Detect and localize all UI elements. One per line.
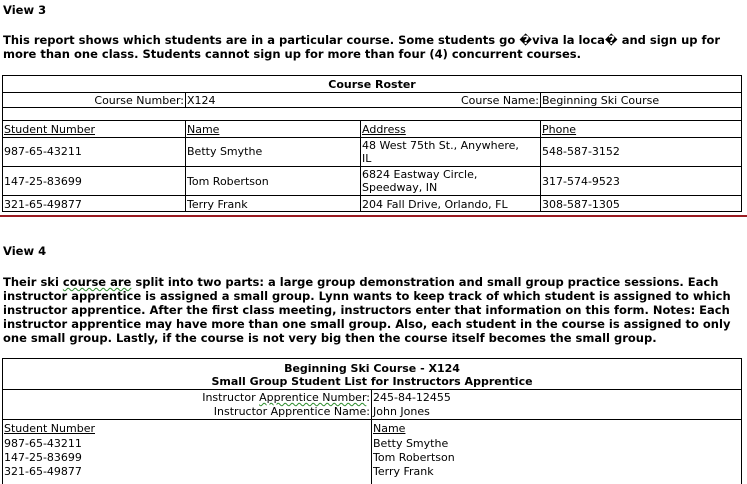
roster-divider	[540, 92, 541, 107]
roster-divider	[540, 120, 541, 212]
group-cell-student-number: 321-65-49877	[4, 465, 82, 478]
grammar-flagged-text: Apprentice Number	[259, 391, 367, 404]
group-list-divider	[2, 419, 742, 420]
roster-cell-phone: 548-587-3152	[542, 145, 620, 158]
roster-cell-address-line1: 6824 Eastway Circle,	[362, 168, 478, 181]
apprentice-name-label: Instructor Apprentice Name:	[213, 405, 370, 418]
roster-divider	[2, 92, 742, 93]
roster-cell-name: Betty Smythe	[187, 145, 263, 158]
apprentice-number-value: 245-84-12455	[373, 391, 451, 404]
view4-paragraph-line1	[3, 275, 718, 289]
roster-header-student-number: Student Number	[4, 123, 95, 136]
group-header-student-number: Student Number	[4, 422, 95, 435]
roster-cell-address-line2: Speedway, IN	[362, 181, 438, 194]
paragraph-text: Their ski	[3, 275, 63, 289]
course-number-value: X124	[187, 94, 216, 107]
view4-heading: View 4	[3, 244, 47, 258]
group-cell-name: Tom Robertson	[373, 451, 455, 464]
group-list-title: Beginning Ski Course - X124	[284, 362, 460, 375]
roster-cell-address-line1: 204 Fall Drive, Orlando, FL	[362, 198, 508, 211]
grammar-flagged-text: course are	[62, 275, 132, 289]
roster-header-name: Name	[187, 123, 220, 136]
group-header-name: Name	[373, 422, 406, 435]
view4-paragraph-line3: instructor apprentice. After the first class meeting, instructors enter that information on this form. Notes: Each	[3, 303, 730, 317]
view4-paragraph-line2: instructor apprentice is assigned a small group. Lynn wants to keep track of which student is assigned to which	[3, 289, 731, 303]
roster-cell-address-line1: 48 West 75th St., Anywhere,	[362, 139, 519, 152]
roster-cell-student-number: 321-65-49877	[4, 198, 82, 211]
view3-paragraph-line1: This report shows which students are in a particular course. Some students go �viva la loca� and sign up for	[3, 33, 721, 47]
view4-paragraph-line4: instructor apprentice may have more than one small group. Also, each student in the course is assigned to only	[3, 317, 731, 331]
roster-cell-phone: 317-574-9523	[542, 175, 620, 188]
group-list-subtitle: Small Group Student List for Instructors Apprentice	[211, 375, 533, 388]
apprentice-name-value: John Jones	[373, 405, 430, 418]
group-cell-name: Terry Frank	[373, 465, 434, 478]
roster-header-phone: Phone	[542, 123, 577, 136]
roster-divider	[2, 120, 742, 121]
group-list-divider	[371, 389, 372, 484]
course-number-label: Course Number:	[94, 94, 184, 107]
course-name-label: Course Name:	[460, 94, 539, 107]
roster-cell-name: Tom Robertson	[187, 175, 269, 188]
roster-cell-name: Terry Frank	[187, 198, 248, 211]
roster-divider	[2, 137, 742, 138]
roster-header-address: Address	[362, 123, 406, 136]
paragraph-text: split into two parts: a large group demonstration and small group practice sessions. Each	[131, 275, 719, 289]
apprentice-number-label	[2, 391, 370, 404]
roster-divider	[2, 166, 742, 167]
roster-title: Course Roster	[328, 78, 416, 91]
group-cell-name: Betty Smythe	[373, 437, 449, 450]
view3-paragraph-line2: more than one class. Students cannot sign up for more than four (4) concurrent courses.	[3, 47, 582, 61]
view3-heading: View 3	[3, 3, 47, 17]
roster-divider	[2, 107, 742, 108]
group-cell-student-number: 987-65-43211	[4, 437, 82, 450]
roster-divider	[360, 120, 361, 212]
section-separator	[0, 215, 747, 217]
roster-cell-student-number: 987-65-43211	[4, 145, 82, 158]
roster-cell-phone: 308-587-1305	[542, 198, 620, 211]
roster-cell-student-number: 147-25-83699	[4, 175, 82, 188]
group-cell-student-number: 147-25-83699	[4, 451, 82, 464]
course-name-value: Beginning Ski Course	[542, 94, 660, 107]
roster-divider	[185, 120, 186, 212]
label-text: Instructor	[202, 391, 260, 404]
view4-paragraph-line5: one small group. Lastly, if the course is not very big then the course itself becomes the small group.	[3, 331, 657, 345]
label-text: :	[366, 391, 370, 404]
roster-cell-address-line2: IL	[362, 152, 372, 165]
group-list-divider	[2, 389, 742, 390]
roster-divider	[2, 195, 742, 196]
